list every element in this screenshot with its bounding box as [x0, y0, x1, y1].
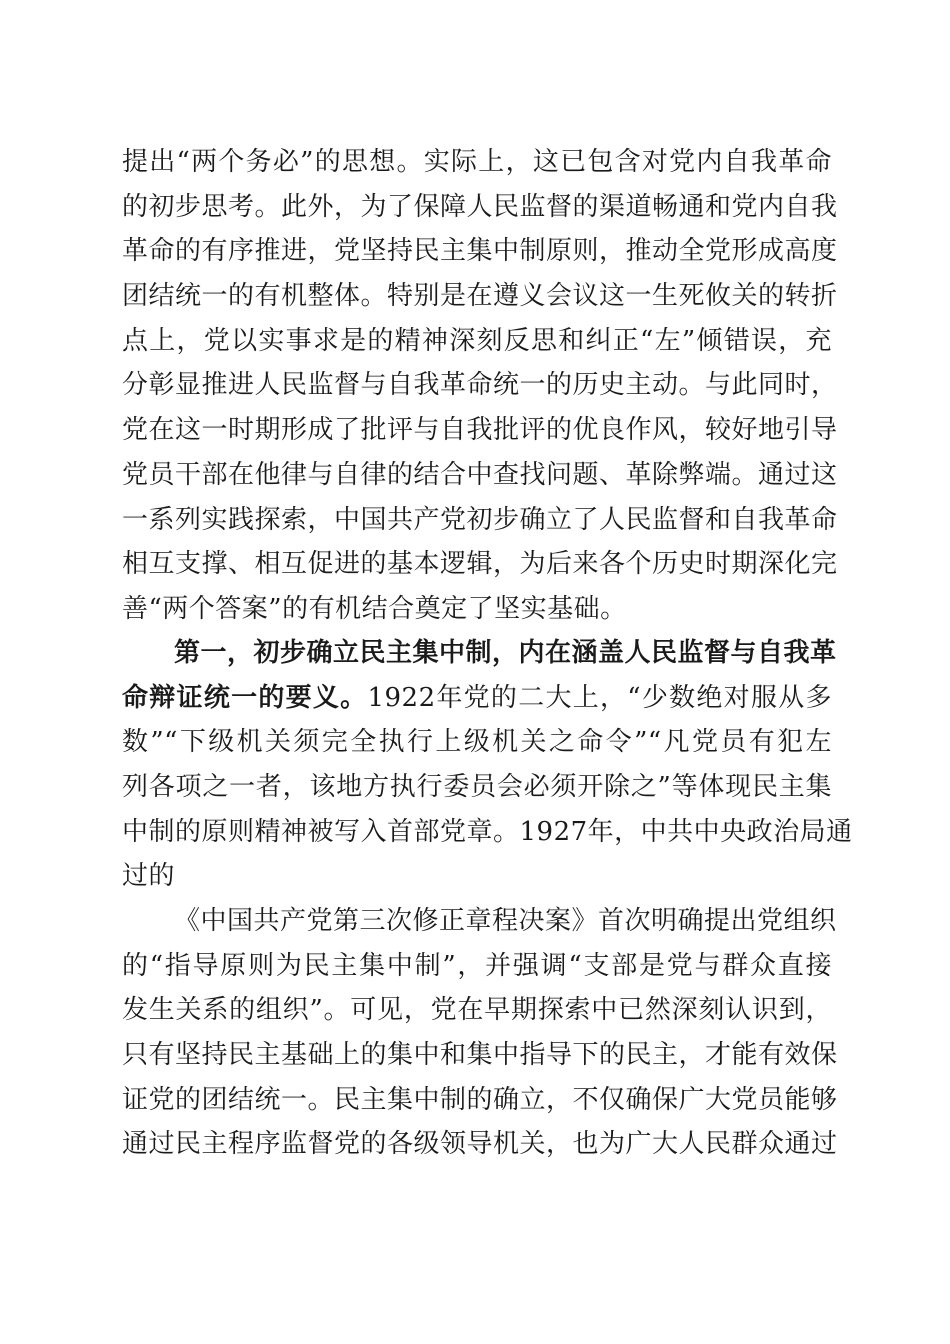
text-line: [122, 676, 832, 721]
text-line: 相互支撑、相互促进的基本逻辑，为后来各个历史时期深化完: [122, 549, 838, 580]
text-line: 列各项之一者，该地方执行委员会必须开除之”等体现民主集: [122, 772, 832, 803]
text-line: 点上，党以实事求是的精神深刻反思和纠正“左”倾错误，充: [122, 325, 832, 356]
paragraph-1: [122, 140, 838, 632]
paragraph-2: [122, 631, 853, 899]
text-line: 革命的有序推进，党坚持民主集中制原则，推动全党形成高度: [122, 236, 838, 267]
text-line: 中制的原则精神被写入首部党章。1927年，中共中央政治局通: [122, 816, 853, 847]
text-line: 通过民主程序监督党的各级领导机关，也为广大人民群众通过: [122, 1129, 838, 1160]
text-line: 善“两个答案”的有机结合奠定了坚实基础。: [122, 593, 627, 624]
text-line: 党在这一时期形成了批评与自我批评的优良作风，较好地引导: [122, 415, 838, 446]
bold-heading-line: 第一，初步确立民主集中制，内在涵盖人民监督与自我革: [174, 638, 837, 668]
text-line: 《中国共产党第三次修正章程决案》首次明确提出党组织: [174, 906, 837, 936]
text-line: 证党的团结统一。民主集中制的确立，不仅确保广大党员能够: [122, 1084, 838, 1115]
text-line: 提出“两个务必”的思想。实际上，这已包含对党内自我革命: [122, 147, 832, 177]
text-line: 数”“下级机关须完全执行上级机关之命令”“凡党员有犯左: [122, 727, 832, 758]
text-line-rest: 1922年党的二大上，“少数绝对服从多: [367, 682, 832, 713]
text-line: 分彰显推进人民监督与自我革命统一的历史主动。与此同时，: [122, 370, 838, 401]
text-line: 一系列实践探索，中国共产党初步确立了人民监督和自我革命: [122, 504, 838, 535]
text-line: 团结统一的有机整体。特别是在遵义会议这一生死攸关的转折: [122, 281, 838, 312]
text-line: 过的: [122, 861, 176, 892]
text-line: 只有坚持民主基础上的集中和集中指导下的民主，才能有效保: [122, 1040, 838, 1071]
text-line: 的初步思考。此外，为了保障人民监督的渠道畅通和党内自我: [122, 191, 838, 222]
text-line: 的“指导原则为民主集中制”，并强调“支部是党与群众直接: [122, 950, 832, 981]
paragraph-3: [122, 899, 838, 1167]
text-line: 发生关系的组织”。可见，党在早期探索中已然深刻认识到，: [122, 995, 832, 1026]
bold-heading-text: 命辩证统一的要义。: [122, 682, 368, 713]
text-line: 党员干部在他律与自律的结合中查找问题、革除弊端。通过这: [122, 459, 838, 490]
